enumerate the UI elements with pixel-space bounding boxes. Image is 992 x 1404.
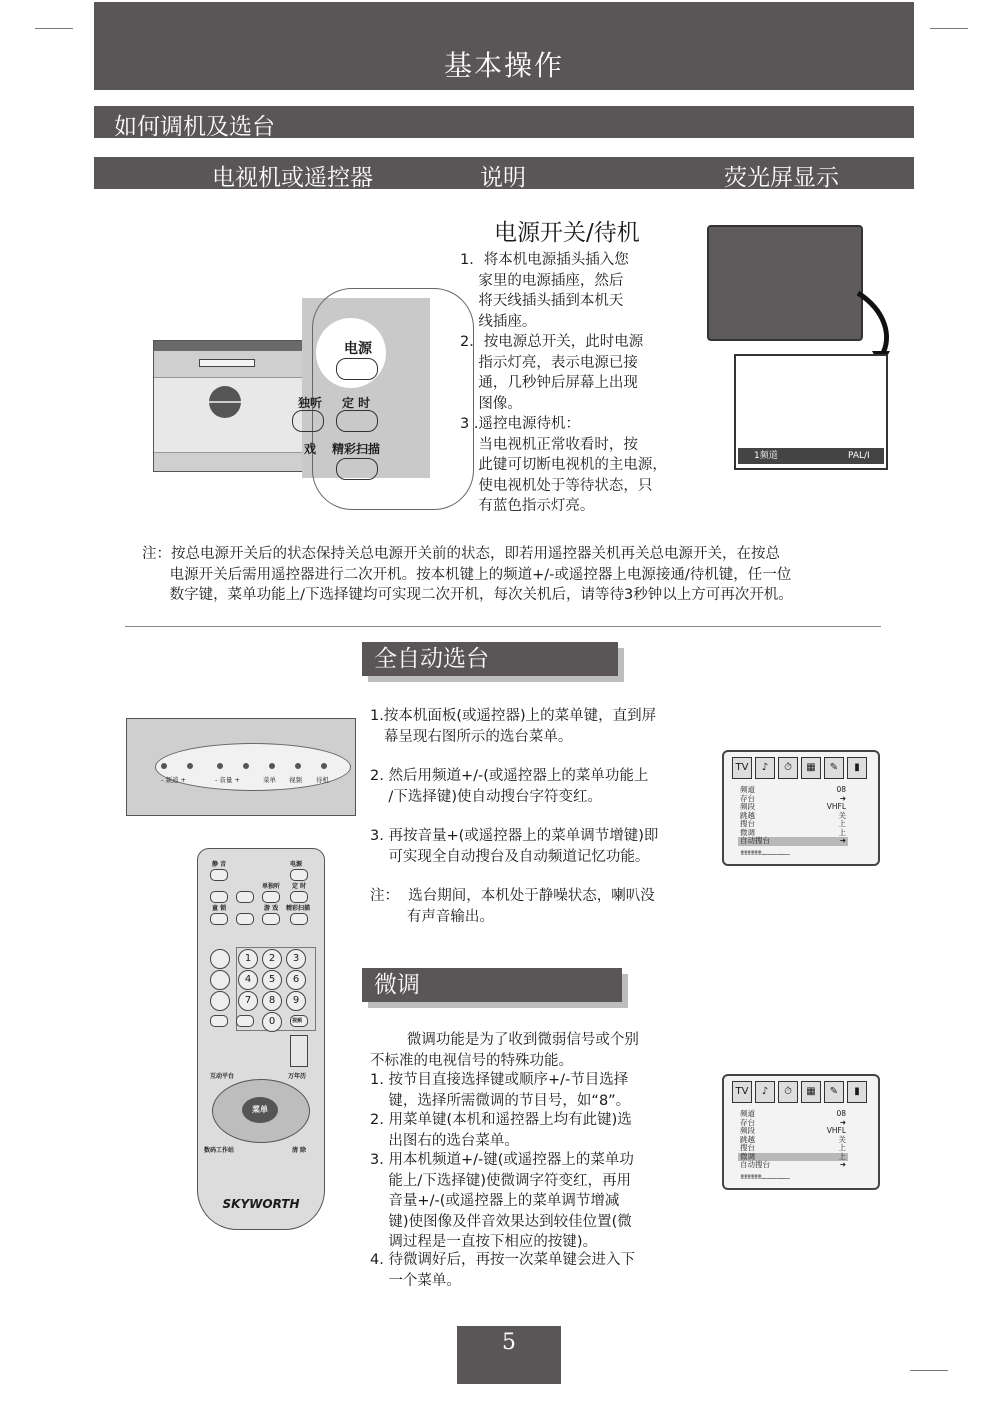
remote-scan-label: 精彩扫描 <box>286 905 311 912</box>
page-title: 基本操作 <box>443 49 564 82</box>
menu-level-bar: !!!!!!!!!!!!!!!............................... <box>740 1174 790 1181</box>
picture-icon: ▦ <box>801 1081 821 1103</box>
remote-button[interactable] <box>210 913 228 925</box>
remote-game-label: 戏 <box>304 442 317 456</box>
menu-row-value: 上 <box>838 1151 846 1161</box>
remote-button[interactable] <box>290 1035 308 1067</box>
osd-bar <box>738 448 884 464</box>
remote-clear-label: 清 除 <box>292 1147 307 1154</box>
fine-tune-menu-screen <box>722 1074 880 1190</box>
remote-button[interactable] <box>210 991 230 1011</box>
menu-row-label: 存台 <box>740 793 755 803</box>
menu-row-value: 上 <box>838 827 846 837</box>
page-title-bar <box>94 2 914 90</box>
digit-3-button[interactable]: 3 <box>286 949 306 969</box>
menu-row-label: 自动搜台 <box>740 836 770 845</box>
digit-8-button[interactable]: 8 <box>262 991 282 1011</box>
crop-mark <box>930 28 968 29</box>
level-icon: ▮ <box>847 757 867 779</box>
menu-row-label: 频段 <box>740 1126 755 1135</box>
section-title-bar <box>94 106 914 138</box>
music-icon: ♪ <box>755 1081 775 1103</box>
panel-label-standby: 待机 <box>316 776 329 784</box>
remote-button[interactable] <box>236 913 254 925</box>
tv-control-panel-illustration <box>126 718 356 816</box>
osd-system: PAL/I <box>848 451 870 461</box>
menu-row-label: 微调 <box>740 827 755 837</box>
remote-button[interactable] <box>290 891 308 903</box>
panel-label-menu: 菜单 <box>263 776 276 784</box>
power-title: 电源开关/待机 <box>494 220 640 246</box>
panel-label-video: 视频 <box>289 776 302 784</box>
power-button[interactable] <box>290 869 308 881</box>
divider <box>125 626 881 627</box>
menu-row-value: ➜ <box>839 1160 846 1169</box>
remote-control-illustration <box>197 848 325 1230</box>
remote-power-label: 电源 <box>344 341 372 357</box>
osd-channel: 1频道 <box>754 451 778 461</box>
menu-row-label: 搜台 <box>740 1143 755 1152</box>
mute-button[interactable] <box>210 869 228 881</box>
remote-lock-label: 童 锁 <box>212 905 227 912</box>
menu-row-value: 08 <box>836 1109 846 1118</box>
remote-power-label: 电源 <box>290 861 303 868</box>
crop-mark <box>910 1370 948 1371</box>
digit-1-button[interactable]: 1 <box>238 949 258 969</box>
menu-row-value: VHFL <box>826 802 846 811</box>
picture-icon: ▦ <box>801 757 821 779</box>
menu-row-label: 搜台 <box>740 819 755 828</box>
column-screen: 荧光屏显示 <box>724 165 839 191</box>
tools-icon: ✎ <box>824 757 844 779</box>
tv-icon: TV <box>732 1081 752 1103</box>
remote-game-label: 游 戏 <box>264 905 279 912</box>
remote-workstation-label: 数码工作站 <box>204 1147 235 1154</box>
music-icon: ♪ <box>755 757 775 779</box>
power-step-2: 2．按电源总开关，此时电源 指示灯亮，表示电源已接 通，几秒钟后屏幕上出现 图像。 <box>460 334 644 412</box>
tv-icon: TV <box>732 757 752 779</box>
remote-mute-label: 静 音 <box>212 861 227 868</box>
remote-scan-label: 精彩扫描 <box>332 442 381 456</box>
menu-row-label: 存台 <box>740 1117 755 1127</box>
menu-row-label: 微调 <box>740 1151 755 1161</box>
menu-row-label: 跳越 <box>740 1134 755 1144</box>
remote-solo-label: 单独听 <box>262 883 281 890</box>
panel-label-channel: - 频道 + <box>161 776 186 784</box>
section-title: 如何调机及选台 <box>114 114 275 140</box>
digit-7-button[interactable]: 7 <box>238 991 258 1011</box>
menu-row-label: 频道 <box>740 1109 755 1118</box>
tv-front-panel-illustration <box>153 340 303 472</box>
fine-tune-intro: 微调功能是为了收到微弱信号或个别 不标准的电视信号的特殊功能。 <box>370 1032 639 1069</box>
screen-on-illustration <box>734 354 888 470</box>
menu-row-value: ➜ <box>839 1117 846 1127</box>
page-number: 5 <box>457 1326 561 1384</box>
auto-search-title: 全自动选台 <box>362 642 618 676</box>
power-button[interactable] <box>336 358 378 380</box>
menu-row-value: VHFL <box>826 1126 846 1135</box>
menu-row-label: 跳越 <box>740 810 755 820</box>
menu-row-value: 关 <box>838 1134 846 1144</box>
remote-button[interactable] <box>210 1015 228 1027</box>
digit-6-button[interactable]: 6 <box>286 970 306 990</box>
tools-icon: ✎ <box>824 1081 844 1103</box>
timer-button[interactable] <box>336 410 378 432</box>
menu-row-value: ➜ <box>839 793 846 803</box>
fine-tune-step-1: 1. 按节目直接选择键或顺序+/-节目选择 键，选择所需微调的节目号，如“8”。 <box>370 1072 631 1109</box>
remote-button[interactable] <box>210 970 230 990</box>
menu-row-value: 关 <box>838 810 846 820</box>
power-step-1: 1．将本机电源插头插入您 家里的电源插座，然后 将天线插头插到本机天 线插座。 <box>460 252 629 330</box>
remote-button[interactable] <box>236 891 254 903</box>
remote-solo-label: 独听 <box>298 396 323 410</box>
channel-menu-screen <box>722 750 880 866</box>
level-icon: ▮ <box>847 1081 867 1103</box>
menu-row-value: 上 <box>838 819 846 828</box>
digit-2-button[interactable]: 2 <box>262 949 282 969</box>
fine-tune-step-2: 2. 用菜单键(本机和遥控器上均有此键)选 出图右的选台菜单。 <box>370 1112 632 1149</box>
power-knob-icon <box>209 386 241 418</box>
remote-mtp-label: 互动平台 <box>210 1073 235 1080</box>
column-description: 说明 <box>480 165 526 191</box>
menu-row-label: 自动搜台 <box>740 1160 770 1169</box>
clock-icon: ⏱ <box>778 1081 798 1103</box>
remote-button[interactable] <box>210 891 228 903</box>
menu-level-bar: !!!!!!!!!!!!!!!............................... <box>740 850 790 857</box>
remote-video-label: 视频 <box>292 1018 303 1024</box>
remote-timer-label: 定 时 <box>342 396 371 410</box>
remote-timer-label: 定 时 <box>292 883 307 890</box>
remote-button[interactable] <box>262 913 280 925</box>
power-step-3: 3 .遥控电源待机： 当电视机正常收看时，按 此键可切断电视机的主电源， 使电视机处于等待状态，只 有蓝色指示灯亮。 <box>460 416 667 514</box>
remote-button[interactable] <box>262 891 280 903</box>
menu-row-label: 频段 <box>740 802 755 811</box>
auto-search-note: 注： 选台期间，本机处于静噪状态，喇叭没 有声音输出。 <box>370 888 655 925</box>
menu-row-value: 上 <box>838 1143 846 1152</box>
menu-button[interactable]: 菜单 <box>242 1097 278 1123</box>
remote-calendar-label: 万年历 <box>288 1073 307 1080</box>
panel-label-volume: - 音量 + <box>215 776 240 784</box>
remote-button[interactable] <box>236 1015 254 1027</box>
power-note: 注：按总电源开关后的状态保持关总电源开关前的状态，即若用遥控器关机再关总电源开关，在按总 电源开关后需用遥控器进行二次开机。按本机键上的频道+/-或遥控器上电源接通/待机键，任一位 数字键，菜单功能上/下选择键均可实现二次开机，每次关机后，请等待3秒钟以上方可再次开机。 <box>142 546 793 603</box>
digit-4-button[interactable]: 4 <box>238 970 258 990</box>
fine-tune-step-3: 3. 用本机频道+/-键(或遥控器上的菜单功 能上/下选择键)使微调字符变红，再用 音量+/-(或遥控器上的菜单调节增减 键)使图像及伴音效果达到较佳位置(微 调过程是一直按下相应的按键)。 <box>370 1152 634 1250</box>
column-device: 电视机或遥控器 <box>212 165 373 191</box>
auto-search-step-2: 2. 然后用频道+/-(或遥控器上的菜单功能上 /下选择键)使自动搜台字符变红。 <box>370 768 649 805</box>
clock-icon: ⏱ <box>778 757 798 779</box>
menu-row-value: 08 <box>836 785 846 794</box>
fine-tune-title: 微调 <box>362 968 622 1002</box>
digit-0-button[interactable]: 0 <box>262 1012 282 1032</box>
remote-closeup-illustration <box>298 298 430 478</box>
auto-search-step-3: 3. 再按音量+(或遥控器上的菜单调节增键)即 可实现全自动搜台及自动频道记忆功能。 <box>370 828 659 865</box>
column-header-bar <box>94 157 914 189</box>
menu-row-value: ➜ <box>839 836 846 845</box>
crop-mark <box>35 28 73 29</box>
remote-button[interactable] <box>210 949 230 969</box>
remote-button[interactable] <box>290 913 308 925</box>
brand-logo: SKYWORTH <box>222 1197 300 1211</box>
menu-row-label: 频道 <box>740 785 755 794</box>
auto-search-step-1: 1.按本机面板(或遥控器)上的菜单键，直到屏 幕呈现右图所示的选台菜单。 <box>370 708 657 745</box>
digit-5-button[interactable]: 5 <box>262 970 282 990</box>
fine-tune-step-4: 4. 待微调好后，再按一次菜单键会进入下 一个菜单。 <box>370 1252 635 1289</box>
digit-9-button[interactable]: 9 <box>286 991 306 1011</box>
